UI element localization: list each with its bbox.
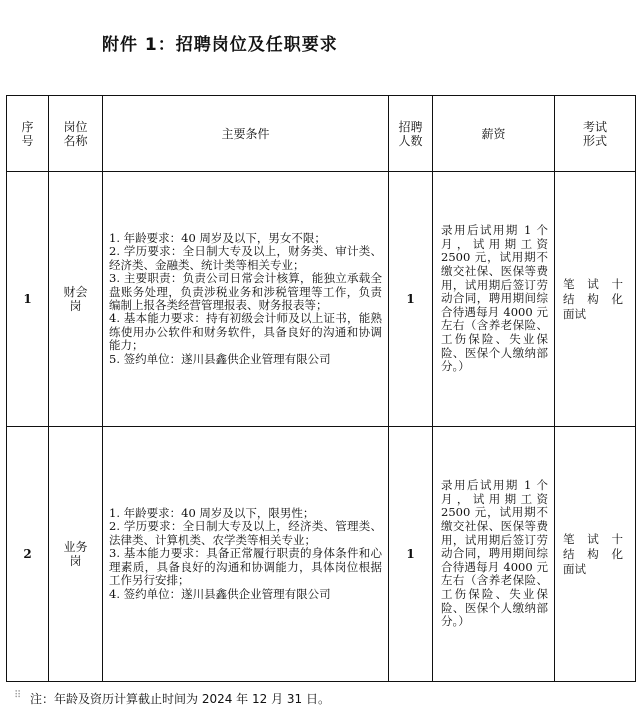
header-count: 招聘 人数: [389, 96, 433, 172]
row-conditions: [103, 427, 389, 682]
condition-item: 2. 学历要求：全日制大专及以上，经济类、管理类、法律类、计算机类、农学类等相关专业；: [109, 519, 382, 547]
condition-item: 3. 主要职责：负责公司日常会计核算，能独立承载全盘账务处理，负责涉税业务和涉税管理等工作，负责编制上报各类经营管理报表、财务报表等；: [109, 271, 382, 312]
header-conditions: 主要条件: [103, 96, 389, 172]
condition-item: 4. 签约单位：遂川县鑫供企业管理有限公司: [109, 586, 331, 601]
row-exam: 笔 试 十 结构化 面试: [555, 172, 636, 427]
condition-item: 2. 学历要求：全日制大专及以上，财务类、审计类、经济类、金融类、统计类等相关专业；: [109, 244, 382, 272]
row-seq: 2: [7, 427, 49, 682]
row-seq: 1: [7, 172, 49, 427]
condition-item: 1. 年龄要求：40 周岁及以下，限男性；: [109, 506, 315, 521]
row-position: 财会 岗: [49, 172, 103, 427]
row-count: 1: [389, 427, 433, 682]
row-salary: 录用后试用期 1 个月，试用期工资 2500 元，试用期不缴交社保、医保等费用，试用期后签订劳动合同，聘用期间综合待遇每月 4000 元左右（含养老保险、工伤保险、失业保险、医保个人缴纳部分。）: [433, 172, 555, 427]
row-position: 业务 岗: [49, 427, 103, 682]
page-title: 附件 1：招聘岗位及任职要求: [102, 35, 338, 55]
header-salary: 薪资: [433, 96, 555, 172]
header-seq: 序 号: [7, 96, 49, 172]
footnote: 注：年龄及资历计算截止时间为 2024 年 12 月 31 日。: [30, 692, 330, 706]
header-exam: 考试 形式: [555, 96, 636, 172]
condition-item: 3. 基本能力要求：具备正常履行职责的身体条件和心理素质，具备良好的沟通和协调能力，具体岗位根据工作另行安排；: [109, 546, 382, 588]
requirements-table: [6, 95, 636, 682]
drag-handle-icon[interactable]: ⠿: [14, 690, 20, 701]
row-count: 1: [389, 172, 433, 427]
condition-item: 1. 年龄要求：40 周岁及以下，男女不限；: [109, 230, 326, 245]
table-row: [7, 172, 636, 427]
row-exam: 笔 试 十 结构化 面试: [555, 427, 636, 682]
condition-item: 5. 签约单位：遂川县鑫供企业管理有限公司: [109, 351, 331, 366]
header-row: [7, 96, 636, 172]
condition-item: 4. 基本能力要求：持有初级会计师及以上证书，能熟练使用办公软件和财务软件，具备良好的沟通和协调能力；: [109, 311, 382, 353]
table-row: [7, 427, 636, 682]
header-position: 岗位 名称: [49, 96, 103, 172]
row-conditions: [103, 172, 389, 427]
row-salary: 录用后试用期 1 个月，试用期工资 2500 元，试用期不缴交社保、医保等费用，试用期后签订劳动合同，聘用期间综合待遇每月 4000 元左右（含养老保险、工伤保险、失业保险、医保个人缴纳部分。）: [433, 427, 555, 682]
